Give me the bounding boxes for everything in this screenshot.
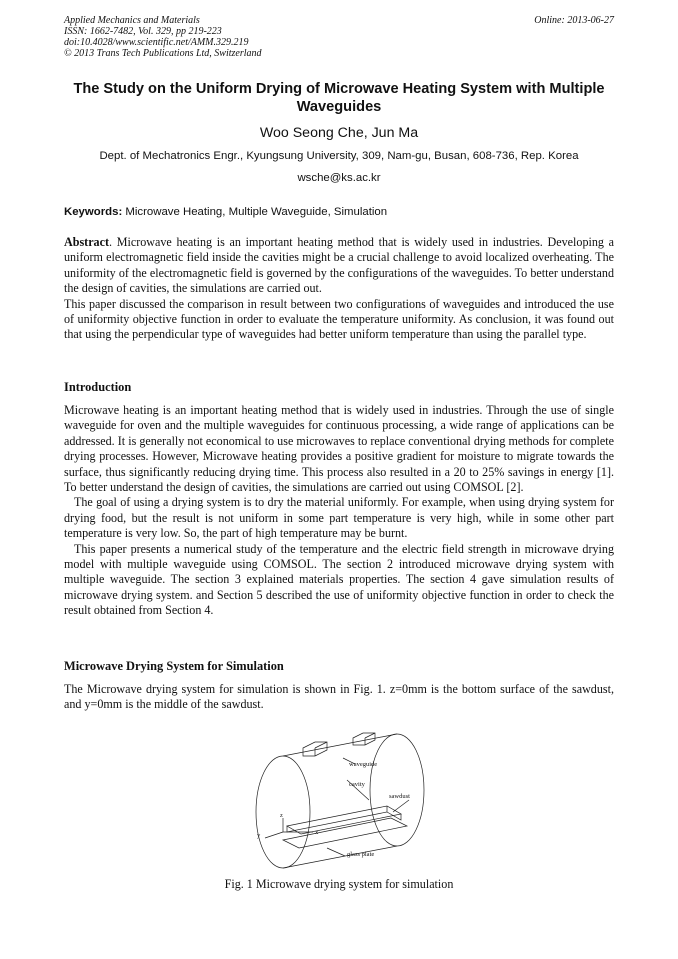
sawdust-slab-edge [287,806,401,832]
cylinder-left-end [256,756,310,868]
figure-microwave-system [245,728,435,871]
leader-glass-plate [327,848,345,856]
label-axis-z: z [280,812,283,819]
keywords [64,206,614,218]
intro-paragraph-2: The goal of using a drying system is to dry the material uniformly. For example, when using drying system for drying food, but the result is not uniform in some part temperature is very high, while in some other part temperature is very low. So, the part of high temperature may be burnt. [64,495,614,541]
waveguide-left [303,742,327,756]
figure-caption: Fig. 1 Microwave drying system for simulation [224,877,454,891]
cylinder-top-edge [283,734,397,756]
intro-paragraph-3: This paper presents a numerical study of the temperature and the electric field strength in microwave drying model with multiple waveguide using COMSOL. The section 2 introduced microwave drying system with multiple waveguide. The section 3 explained materials properties. The section 4 gave simulation results of microwave drying system. and Section 5 described the use of uniformity objective function in order to check the result obtained from Section 4. [64,541,614,618]
abstract-paragraph-2: This paper discussed the comparison in result between two configurations of waveguides and introduced the use of uniformity objective function in order to evaluate the temperature uniformity. As conclusion, it was found out that using the perpendicular type of waveguides had better uniform temperature than using the parallel type. [64,296,614,342]
keywords-list: Microwave Heating, Multiple Waveguide, Simulation [122,206,388,218]
online-date: Online: 2013-06-27 [534,15,614,26]
label-cavity: cavity [349,781,365,788]
paper-title: The Study on the Uniform Drying of Microwave Heating System with Multiple Waveguides [73,81,605,115]
doi: doi:10.4028/www.scientific.net/AMM.329.219 [64,37,249,48]
section2-paragraph-1: The Microwave drying system for simulation is shown in Fig. 1. z=0mm is the bottom surface of the sawdust, and y=0mm is the middle of the sawdust. [64,682,614,712]
affiliation: Dept. of Mechatronics Engr., Kyungsung University, 309, Nam-gu, Busan, 608-736, Rep. Korea [99,150,579,162]
issn: ISSN: 1662-7482, Vol. 329, pp 219-223 [64,26,222,37]
leader-sawdust [393,800,409,812]
abstract [64,235,614,343]
introduction-heading: Introduction [64,380,132,394]
sawdust-slab [287,806,401,834]
copyright: © 2013 Trans Tech Publications Ltd, Switzerland [64,48,262,59]
abstract-label: Abstract [64,235,110,249]
journal-header [64,15,262,59]
section2-body [64,682,614,713]
abstract-paragraph-1: . Microwave heating is an important heating method that is widely used in industries. Developing a uniform electromagnetic field inside the cavities might be a crucial challenge to avoid localized overheating. The uniformity of the electromagnetic field is governed by the configurations of the waveguides. To better understand the design of cavities, the simulations are carried out. [64,235,614,296]
label-sawdust: sawdust [389,793,410,800]
label-axis-x: x [315,829,319,836]
cylinder-bottom-edge [283,846,397,868]
axis-y-line [265,832,283,838]
author-email[interactable]: wsche@ks.ac.kr [297,172,381,184]
authors: Woo Seong Che, Jun Ma [259,125,419,141]
label-axis-y: y [257,832,261,839]
keywords-label: Keywords: [64,206,123,218]
intro-paragraph-1: Microwave heating is an important heating method that is widely used in industries. Through the use of single waveguide for oven and the multiple waveguides for continuous processing, a wide range of applications can be addressed. It is generally not economical to use microwaves to replace conventional drying methods for complete drying processes. However, Microwave heating provides a positive gradient for moisture to migrate towards the surface, thus significantly reducing drying time. This process also resulted in a 20 to 25% savings in energy [1]. To better understand the design of cavities, the simulations are carried out using COMSOL [2]. [64,403,614,495]
label-glass-plate: glass plate [347,851,375,858]
cylinder-right-end [370,734,424,846]
label-waveguide: waveguide [349,761,378,768]
section-heading-drying-system: Microwave Drying System for Simulation [64,659,284,673]
introduction-body [64,403,614,619]
journal-name: Applied Mechanics and Materials [64,15,200,26]
